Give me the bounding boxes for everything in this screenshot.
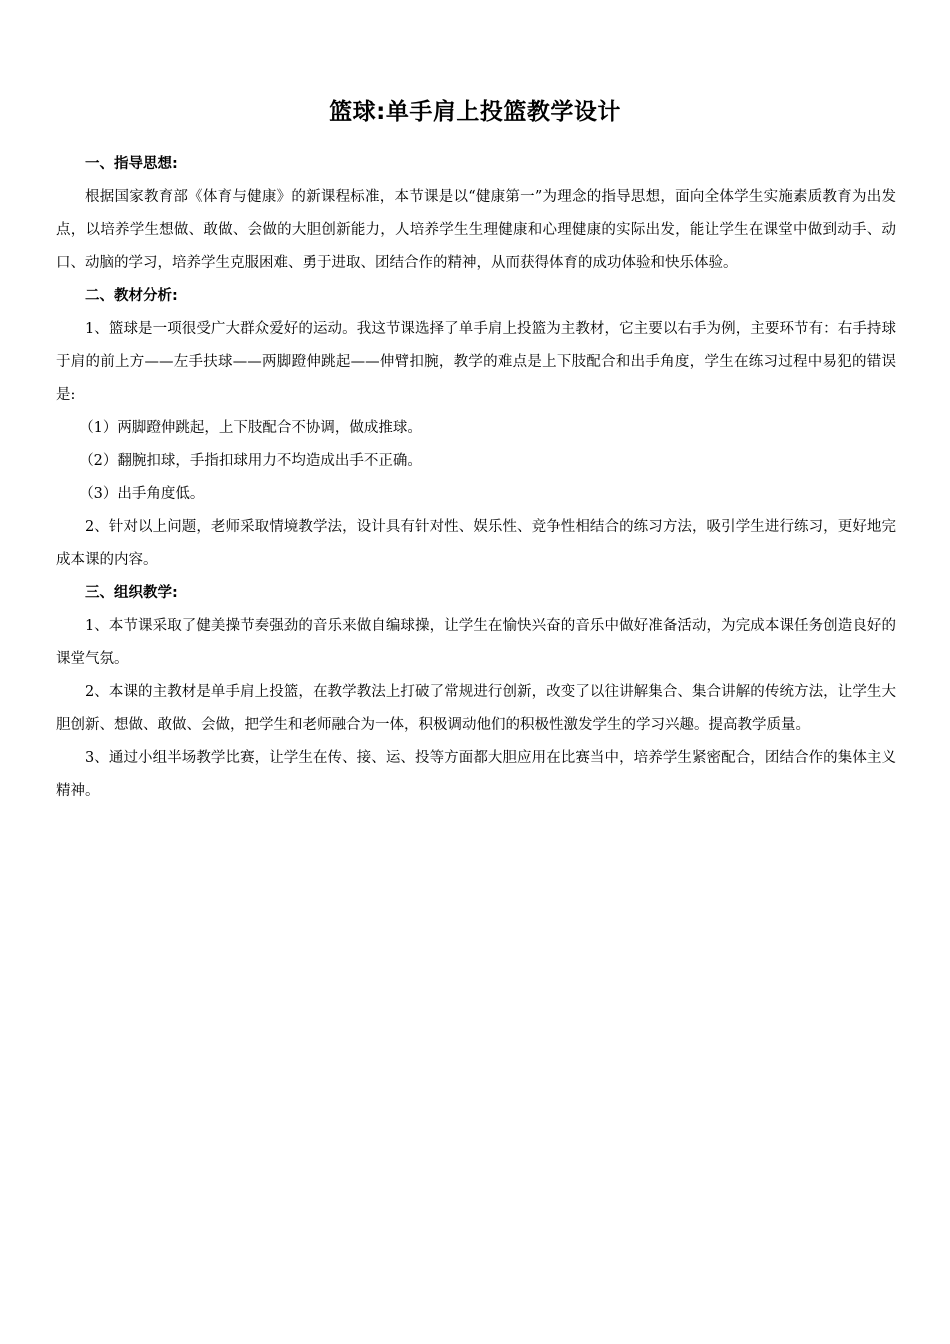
teaching-organization-paragraph: 2、本课的主教材是单手肩上投篮，在教学教法上打破了常规进行创新，改变了以往讲解集合、集合讲解的传统方法，让学生大胆创新、想做、敢做、会做，把学生和老师融合为一体，积极调动他们的积极性激发学生的学习兴趣。提高教学质量。 xyxy=(56,684,896,733)
common-error-item: （2）翻腕扣球，手指扣球用力不均造成出手不正确。 xyxy=(79,453,422,469)
document-body xyxy=(56,148,896,808)
section-heading-guiding-ideology: 一、指导思想: xyxy=(85,156,178,172)
document-title: 篮球:单手肩上投篮教学设计 xyxy=(329,99,621,125)
teaching-organization-paragraph: 3、通过小组半场教学比赛，让学生在传、接、运、投等方面都大胆应用在比赛当中，培养学生紧密配合，团结合作的集体主义精神。 xyxy=(56,750,896,799)
material-analysis-paragraph: 1、篮球是一项很受广大群众爱好的运动。我这节课选择了单手肩上投篮为主教材，它主要以右手为例，主要环节有：右手持球于肩的前上方——左手扶球——两脚蹬伸跳起——伸臂扣腕，教学的难点是上下肢配合和出手角度，学生在练习过程中易犯的错误是: xyxy=(56,321,896,403)
teaching-organization-paragraph: 1、本节课采取了健美操节奏强劲的音乐来做自编球操，让学生在愉快兴奋的音乐中做好准备活动，为完成本课任务创造良好的课堂气氛。 xyxy=(56,618,896,667)
material-analysis-closing-paragraph: 2、针对以上问题，老师采取情境教学法，设计具有针对性、娱乐性、竞争性相结合的练习方法，吸引学生进行练习，更好地完成本课的内容。 xyxy=(56,519,896,568)
guiding-ideology-paragraph: 根据国家教育部《体育与健康》的新课程标准，本节课是以“健康第一”为理念的指导思想，面向全体学生实施素质教育为出发点，以培养学生想做、敢做、会做的大胆创新能力，人培养学生生理健康和心理健康的实际出发，能让学生在课堂中做到动手、动口、动脑的学习，培养学生克服困难、勇于进取、团结合作的精神，从而获得体育的成功体验和快乐体验。 xyxy=(56,189,896,271)
section-heading-material-analysis: 二、教材分析: xyxy=(85,288,178,304)
common-error-item: （1）两脚蹬伸跳起，上下肢配合不协调，做成推球。 xyxy=(79,420,422,436)
section-heading-teaching-organization: 三、组织教学: xyxy=(85,585,178,601)
common-error-item: （3）出手角度低。 xyxy=(79,486,205,502)
